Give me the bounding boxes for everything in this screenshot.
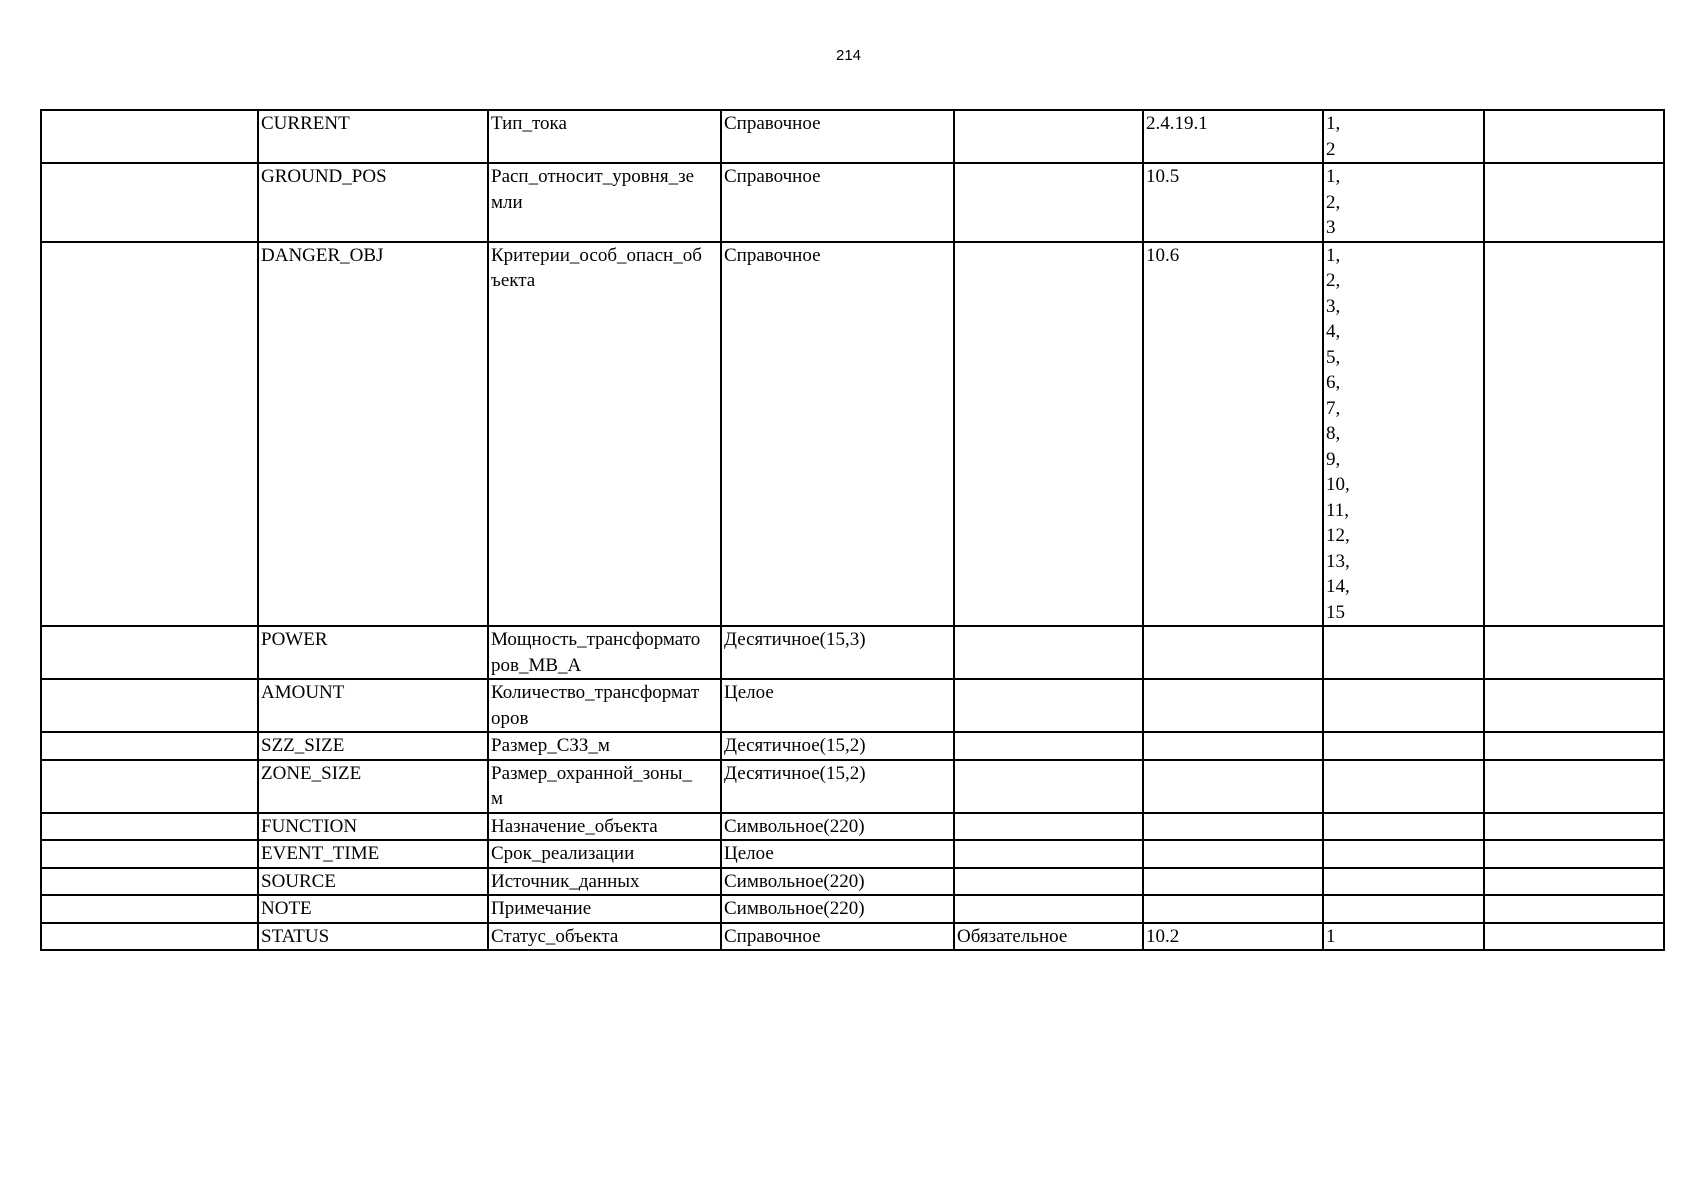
cell-text: Символьное(220) [724, 815, 865, 837]
cell-line: 6, [1326, 372, 1341, 393]
attribute-table [40, 109, 1665, 951]
classifier-ref-cell [1143, 813, 1323, 841]
required-cell [954, 626, 1143, 679]
note-cell [1484, 626, 1664, 679]
cell-text: STATUS [261, 925, 330, 947]
field-type-cell [721, 732, 954, 760]
values-cell [1323, 760, 1484, 813]
values-cell [1323, 626, 1484, 679]
table-row [41, 840, 1664, 868]
table-row [41, 163, 1664, 242]
table-row [41, 895, 1664, 923]
field-code-cell [258, 923, 488, 951]
note-cell [1484, 813, 1664, 841]
cell-text: 2.4.19.1 [1146, 113, 1208, 134]
field-type-cell [721, 242, 954, 627]
cell-line: 1 [1326, 925, 1336, 947]
table-row [41, 679, 1664, 732]
note-cell [1484, 923, 1664, 951]
field-code-cell [258, 840, 488, 868]
field-code-cell [258, 110, 488, 163]
values-cell [1323, 840, 1484, 868]
cell-text: Десятичное(15,3) [724, 629, 866, 650]
values-cell [1323, 813, 1484, 841]
field-code-cell [258, 242, 488, 627]
field-type-cell [721, 840, 954, 868]
cell-line: Размер_охранной_зоны_ [491, 762, 692, 784]
table-row [41, 242, 1664, 627]
values-cell [1323, 923, 1484, 951]
field-code-cell [258, 626, 488, 679]
cell-line: 1, [1326, 244, 1341, 266]
field-name-cell [488, 895, 721, 923]
field-code-cell [258, 868, 488, 896]
cell-text: Справочное [724, 244, 821, 266]
group-cell [41, 679, 258, 732]
group-cell [41, 923, 258, 951]
cell-text: Справочное [724, 166, 821, 187]
cell-text: AMOUNT [261, 682, 345, 703]
note-cell [1484, 840, 1664, 868]
cell-text: Справочное [724, 113, 821, 134]
required-cell [954, 895, 1143, 923]
values-cell [1323, 242, 1484, 627]
cell-text: CURRENT [261, 113, 350, 134]
cell-line: мли [491, 191, 523, 213]
required-cell [954, 868, 1143, 896]
cell-text: GROUND_POS [261, 166, 387, 187]
cell-line: 5, [1326, 346, 1341, 368]
cell-line: 9, [1326, 448, 1341, 470]
cell-text: 10.5 [1146, 166, 1180, 187]
values-cell [1323, 679, 1484, 732]
group-cell [41, 242, 258, 627]
classifier-ref-cell [1143, 626, 1323, 679]
values-cell [1323, 868, 1484, 896]
cell-line: Размер_СЗЗ_м [491, 735, 610, 756]
cell-line: ъекта [491, 270, 536, 291]
cell-text: Обязательное [957, 925, 1068, 947]
required-cell [954, 679, 1143, 732]
note-cell [1484, 163, 1664, 242]
required-cell [954, 163, 1143, 242]
field-type-cell [721, 813, 954, 841]
group-cell [41, 813, 258, 841]
note-cell [1484, 679, 1664, 732]
required-cell [954, 110, 1143, 163]
required-cell [954, 242, 1143, 627]
cell-text: 10.2 [1146, 925, 1180, 947]
cell-line: Статус_объекта [491, 925, 619, 947]
field-name-cell [488, 110, 721, 163]
cell-line: 3 [1326, 217, 1336, 238]
cell-text: Символьное(220) [724, 870, 865, 892]
cell-line: 11, [1326, 499, 1350, 521]
field-type-cell [721, 679, 954, 732]
note-cell [1484, 895, 1664, 923]
cell-text: Целое [724, 843, 774, 864]
required-cell [954, 760, 1143, 813]
classifier-ref-cell [1143, 679, 1323, 732]
group-cell [41, 895, 258, 923]
group-cell [41, 163, 258, 242]
cell-text: SOURCE [261, 870, 336, 892]
cell-text: 10.6 [1146, 244, 1180, 266]
cell-line: 1, [1326, 113, 1341, 134]
field-name-cell [488, 626, 721, 679]
cell-line: Критерии_особ_опасн_об [491, 244, 702, 266]
cell-line: 8, [1326, 423, 1341, 444]
cell-line: 10, [1326, 474, 1350, 495]
classifier-ref-cell [1143, 163, 1323, 242]
cell-text: ZONE_SIZE [261, 762, 362, 784]
group-cell [41, 732, 258, 760]
cell-line: Источник_данных [491, 870, 640, 892]
group-cell [41, 868, 258, 896]
classifier-ref-cell [1143, 923, 1323, 951]
cell-text: Символьное(220) [724, 898, 865, 919]
classifier-ref-cell [1143, 840, 1323, 868]
field-name-cell [488, 242, 721, 627]
table-row [41, 760, 1664, 813]
page-number: 214 [835, 47, 862, 64]
cell-line: Примечание [491, 898, 592, 919]
cell-line: 3, [1326, 295, 1341, 317]
required-cell [954, 840, 1143, 868]
field-type-cell [721, 760, 954, 813]
cell-line: 2, [1326, 191, 1341, 213]
cell-line: 15 [1326, 601, 1345, 623]
cell-line: 4, [1326, 321, 1341, 342]
note-cell [1484, 760, 1664, 813]
field-code-cell [258, 163, 488, 242]
cell-line: Срок_реализации [491, 843, 635, 864]
cell-line: 2 [1326, 138, 1336, 160]
cell-text: FUNCTION [261, 815, 358, 837]
cell-line: 12, [1326, 525, 1350, 546]
field-type-cell [721, 110, 954, 163]
cell-text: DANGER_OBJ [261, 244, 384, 266]
cell-line: 13, [1326, 550, 1350, 572]
cell-line: Количество_трансформат [491, 682, 700, 703]
field-code-cell [258, 732, 488, 760]
cell-line: ров_МВ_А [491, 654, 582, 676]
note-cell [1484, 868, 1664, 896]
group-cell [41, 760, 258, 813]
cell-text: NOTE [261, 898, 312, 919]
values-cell [1323, 732, 1484, 760]
field-type-cell [721, 626, 954, 679]
classifier-ref-cell [1143, 760, 1323, 813]
field-type-cell [721, 163, 954, 242]
field-code-cell [258, 895, 488, 923]
cell-line: 1, [1326, 166, 1341, 187]
group-cell [41, 110, 258, 163]
cell-line: 7, [1326, 397, 1341, 419]
field-type-cell [721, 868, 954, 896]
field-code-cell [258, 813, 488, 841]
cell-line: оров [491, 707, 529, 729]
cell-text: Десятичное(15,2) [724, 762, 866, 784]
cell-line: 14, [1326, 576, 1350, 597]
required-cell [954, 923, 1143, 951]
values-cell [1323, 110, 1484, 163]
cell-line: м [491, 788, 504, 809]
classifier-ref-cell [1143, 242, 1323, 627]
required-cell [954, 732, 1143, 760]
field-name-cell [488, 923, 721, 951]
field-code-cell [258, 760, 488, 813]
classifier-ref-cell [1143, 895, 1323, 923]
group-cell [41, 626, 258, 679]
group-cell [41, 840, 258, 868]
table-row [41, 626, 1664, 679]
cell-line: Расп_относит_уровня_зе [491, 166, 695, 187]
field-name-cell [488, 868, 721, 896]
field-name-cell [488, 760, 721, 813]
field-name-cell [488, 679, 721, 732]
table-row [41, 923, 1664, 951]
field-name-cell [488, 813, 721, 841]
table-row [41, 813, 1664, 841]
cell-text: EVENT_TIME [261, 843, 380, 864]
cell-line: Тип_тока [491, 113, 567, 134]
values-cell [1323, 895, 1484, 923]
required-cell [954, 813, 1143, 841]
table-row [41, 868, 1664, 896]
classifier-ref-cell [1143, 110, 1323, 163]
field-type-cell [721, 923, 954, 951]
cell-line: Мощность_трансформато [491, 629, 701, 650]
cell-text: Справочное [724, 925, 821, 947]
values-cell [1323, 163, 1484, 242]
cell-line: 2, [1326, 270, 1341, 291]
field-name-cell [488, 840, 721, 868]
classifier-ref-cell [1143, 732, 1323, 760]
field-name-cell [488, 732, 721, 760]
field-type-cell [721, 895, 954, 923]
field-code-cell [258, 679, 488, 732]
cell-text: SZZ_SIZE [261, 735, 345, 756]
note-cell [1484, 110, 1664, 163]
field-name-cell [488, 163, 721, 242]
classifier-ref-cell [1143, 868, 1323, 896]
cell-line: Назначение_объекта [491, 815, 658, 837]
note-cell [1484, 242, 1664, 627]
cell-text: Целое [724, 682, 774, 703]
cell-text: POWER [261, 629, 328, 650]
cell-text: Десятичное(15,2) [724, 735, 866, 756]
table-row [41, 110, 1664, 163]
table-row [41, 732, 1664, 760]
note-cell [1484, 732, 1664, 760]
